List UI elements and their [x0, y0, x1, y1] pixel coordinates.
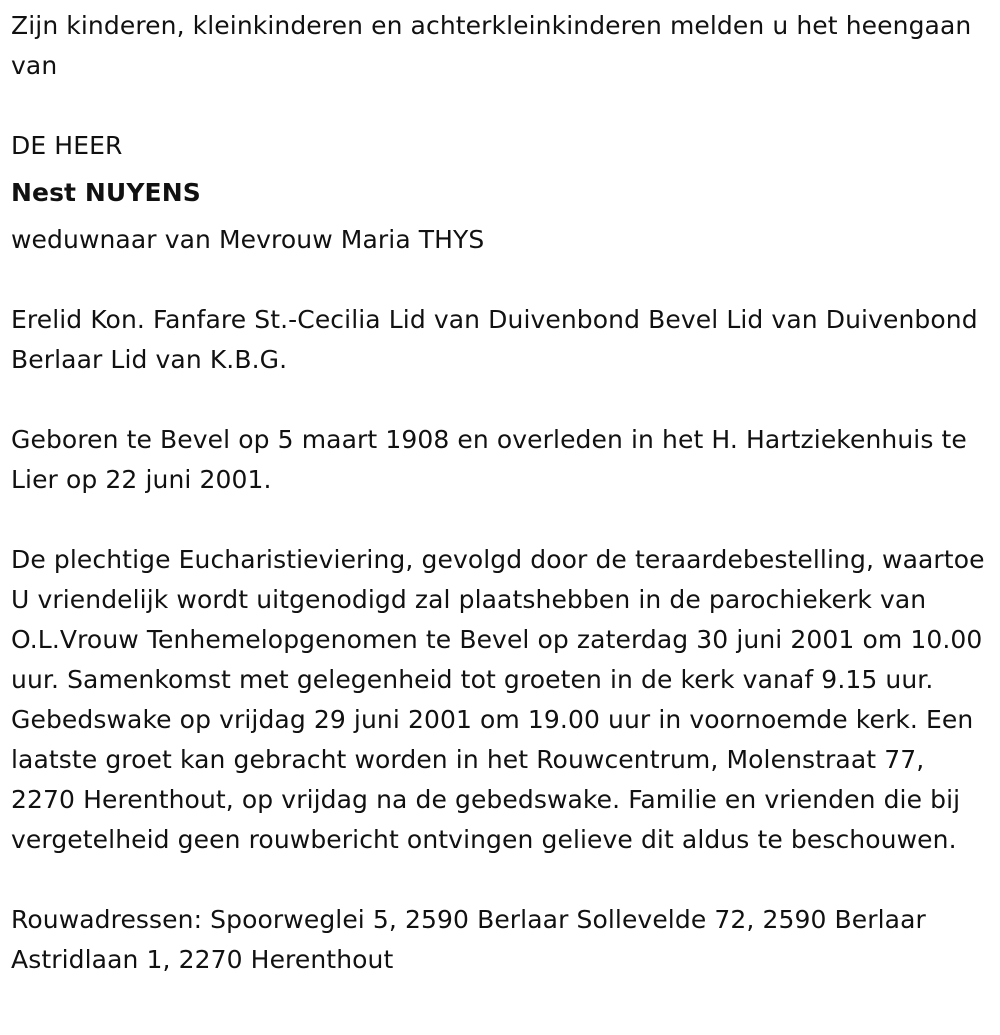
spacer [11, 860, 986, 900]
salutation: DE HEER [11, 131, 123, 160]
widower-text: weduwnaar van Mevrouw Maria THYS [11, 225, 485, 254]
ceremony-text: De plechtige Eucharistieviering, gevolgd door de teraardebestelling, waartoe U vriendelijk wordt uitgenodigd zal plaatshebben in de parochiekerk van O.L.Vrouw Tenhemelopgenomen te Bevel op zaterdag 30 juni 2001 om 10.00 uur. Samenkomst met gelegenheid tot groeten in de kerk vanaf 9.15 uur. Gebedswake op vrijdag 29 juni 2001 om 19.00 uur in voornoemde kerk. Een laatste groet kan gebracht worden in het Rouwcentrum, Molenstraat 77, 2270 Herenthout, op vrijdag na de gebedswake. Familie en vrienden die bij vergetelheid geen rouwbericht ontvingen gelieve dit aldus te beschouwen. [11, 545, 985, 854]
spacer [11, 500, 986, 540]
spacer [11, 86, 986, 126]
addresses-text: Rouwadressen: Spoorweglei 5, 2590 Berlaar Sollevelde 72, 2590 Berlaar Astridlaan 1, 2270 Herenthout [11, 905, 926, 974]
spacer [11, 260, 986, 300]
deceased-name: Nest NUYENS [11, 178, 201, 207]
memberships-text: Erelid Kon. Fanfare St.-Cecilia Lid van Duivenbond Bevel Lid van Duivenbond Berlaar Lid van K.B.G. [11, 305, 978, 374]
obituary-notice [11, 6, 986, 980]
birth-death-text: Geboren te Bevel op 5 maart 1908 en overleden in het H. Hartziekenhuis te Lier op 22 juni 2001. [11, 425, 967, 494]
intro-text: Zijn kinderen, kleinkinderen en achterkleinkinderen melden u het heengaan van [11, 11, 972, 80]
spacer [11, 380, 986, 420]
